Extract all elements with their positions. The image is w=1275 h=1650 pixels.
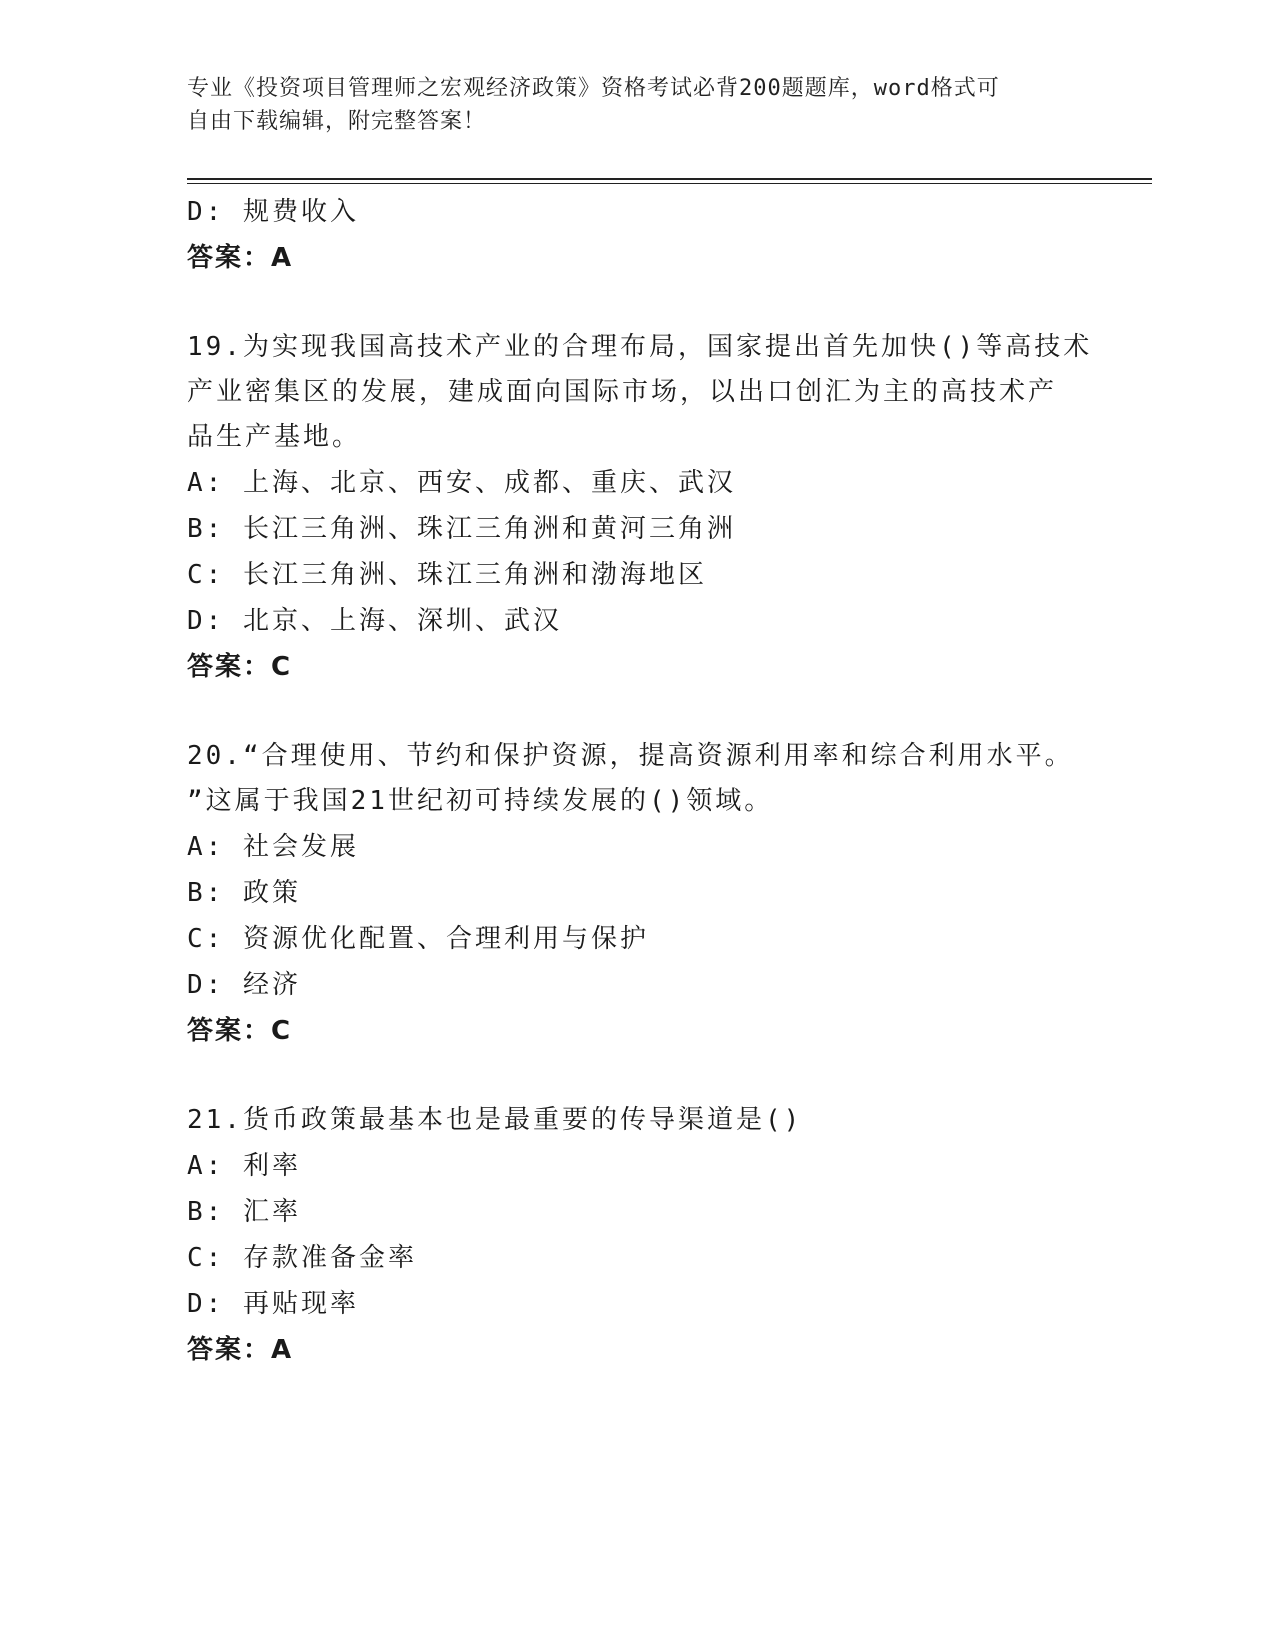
answer: 答案：C <box>187 1016 293 1046</box>
answer: 答案：A <box>187 243 294 273</box>
question-line: 19.为实现我国高技术产业的合理布局，国家提出首先加快()等高技术 <box>187 332 1093 362</box>
option-a: A: 上海、北京、西安、成都、重庆、武汉 <box>187 468 736 498</box>
option-d: D: 北京、上海、深圳、武汉 <box>187 606 562 636</box>
option-c: C: 长江三角洲、珠江三角洲和渤海地区 <box>187 560 707 590</box>
question-list <box>187 189 1093 1373</box>
question-19 <box>187 325 1093 690</box>
question-text <box>187 734 1087 824</box>
document-header <box>187 72 1067 138</box>
question-line: ”这属于我国21世纪初可持续发展的()领域。 <box>187 786 774 816</box>
header-line-1: 专业《投资项目管理师之宏观经济政策》资格考试必背200题题库，word格式可 <box>187 76 1000 101</box>
question-line: 20.“合理使用、节约和保护资源，提高资源利用率和综合利用水平。 <box>187 741 1074 771</box>
question-20 <box>187 734 1087 1054</box>
option-a: A: 利率 <box>187 1151 301 1181</box>
answer: 答案：C <box>187 652 293 682</box>
header-divider-thin <box>187 183 1152 184</box>
previous-question-tail <box>187 189 1087 281</box>
header-divider-thick <box>187 178 1152 180</box>
option-d: D: 经济 <box>187 970 301 1000</box>
header-line-2: 自由下载编辑，附完整答案！ <box>187 109 487 134</box>
option-c: C: 资源优化配置、合理利用与保护 <box>187 924 649 954</box>
option-b: B: 长江三角洲、珠江三角洲和黄河三角洲 <box>187 514 736 544</box>
option-a: A: 社会发展 <box>187 832 359 862</box>
option-d: D: 再贴现率 <box>187 1289 359 1319</box>
option-b: B: 政策 <box>187 878 301 908</box>
question-line: 品生产基地。 <box>187 422 362 452</box>
option-b: B: 汇率 <box>187 1197 301 1227</box>
question-line: 21.货币政策最基本也是最重要的传导渠道是() <box>187 1105 803 1135</box>
question-text <box>187 1098 1087 1143</box>
question-line: 产业密集区的发展，建成面向国际市场，以出口创汇为主的高技术产 <box>187 377 1058 407</box>
question-21 <box>187 1098 1087 1373</box>
option-d: D: 规费收入 <box>187 197 359 227</box>
answer: 答案：A <box>187 1335 294 1365</box>
option-c: C: 存款准备金率 <box>187 1243 417 1273</box>
question-text <box>187 325 1093 460</box>
